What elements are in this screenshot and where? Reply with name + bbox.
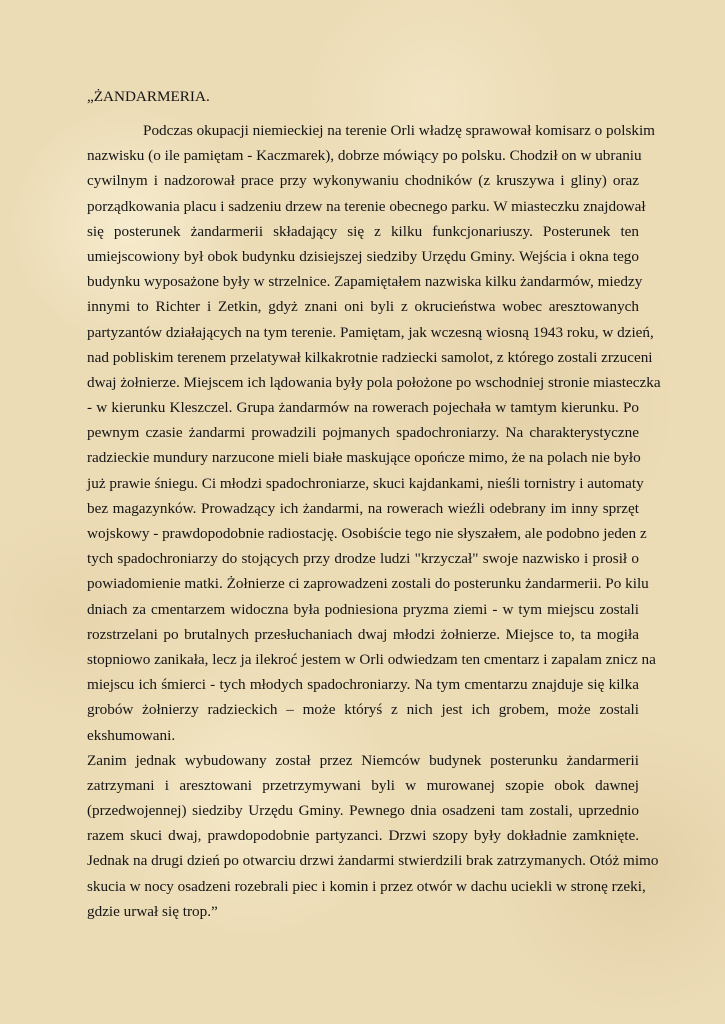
text-line: gdzie urwał się trop.” bbox=[87, 902, 218, 920]
text-line: się posterunek żandarmerii składający się z kilku funkcjonariuszy. Posterunek ten bbox=[87, 222, 639, 240]
text-line: bez magazynków. Prowadzący ich żandarmi, na rowerach wieźli odebrany im inny sprzęt bbox=[87, 499, 639, 517]
text-line: tych spadochroniarzy do stojących przy drodze ludzi "krzyczał" swoje nazwisko i prosił o bbox=[87, 550, 639, 568]
text-line: porządkowania placu i sadzeniu drzew na terenie obecnego parku. W miasteczku znajdował bbox=[87, 197, 646, 215]
text-line: Podczas okupacji niemieckiej na terenie Orli władzę sprawował komisarz o polskim bbox=[143, 122, 655, 139]
text-line: - w kierunku Kleszczel. Grupa żandarmów na rowerach pojechała w tamtym kierunku. Po bbox=[87, 399, 639, 417]
text-line: Jednak na drugi dzień po otwarciu drzwi żandarmi stwierdzili brak zatrzymanych. Otóż mimo bbox=[87, 852, 659, 870]
text-line: Zanim jednak wybudowany został przez Niemców budynek posterunku żandarmerii bbox=[87, 751, 639, 769]
text-line: radzieckie mundury narzucone mieli białe maskujące opończe mimo, że na polach nie było bbox=[87, 449, 641, 467]
text-line: cywilnym i nadzorował prace przy wykonywaniu chodników (z kruszywa i gliny) oraz bbox=[87, 172, 639, 190]
text-line: razem skuci dwaj, prawdopodobnie partyzanci. Drzwi szopy były dokładnie zamknięte. bbox=[87, 827, 639, 845]
document-body bbox=[87, 118, 661, 924]
text-line: innymi to Richter i Zetkin, gdyż znani oni byli z okrucieństwa wobec aresztowanych bbox=[87, 298, 639, 316]
text-line: ekshumowani. bbox=[87, 726, 176, 744]
text-line: rozstrzelani po brutalnych przesłuchaniach dwaj młodzi żołnierze. Miejsce to, ta mogiła bbox=[87, 625, 639, 643]
text-line: zatrzymani i aresztowani przetrzymywani byli w murowanej szopie obok dawnej bbox=[87, 776, 639, 794]
text-line: grobów żołnierzy radzieckich – może któryś z nich jest ich grobem, może zostali bbox=[87, 701, 639, 719]
text-line: nazwisku (o ile pamiętam - Kaczmarek), dobrze mówiący po polsku. Chodził on w ubraniu bbox=[87, 147, 642, 165]
text-line: dwaj żołnierze. Miejscem ich lądowania były pola położone po wschodniej stronie miasteczka bbox=[87, 373, 661, 391]
text-line: miejscu ich śmierci - tych młodych spadochroniarzy. Na tym cmentarzu znajduje się kilka bbox=[87, 676, 639, 694]
text-line: pewnym czasie żandarmi prowadzili pojmanych spadochroniarzy. Na charakterystyczne bbox=[87, 424, 639, 442]
text-line: powiadomienie matki. Żołnierze ci zaprowadzeni zostali do posterunku żandarmerii. Po kilu bbox=[87, 575, 649, 593]
text-line: dniach za cmentarzem widoczna była podniesiona pryzma ziemi - w tym miejscu zostali bbox=[87, 600, 639, 618]
text-line: umiejscowiony był obok budynku dzisiejszej siedziby Urzędu Gminy. Wejścia i okna tego bbox=[87, 247, 639, 265]
text-line: partyzantów działających na tym terenie. Pamiętam, jak wczesną wiosną 1943 roku, w dzień, bbox=[87, 323, 654, 341]
text-line: skucia w nocy osadzeni rozebrali piec i komin i przez otwór w dachu uciekli w stronę rzeki, bbox=[87, 877, 646, 895]
document-title: „ŻANDARMERIA. bbox=[87, 88, 210, 105]
text-line: stopniowo zanikała, lecz ja ilekroć jestem w Orli odwiedzam ten cmentarz i zapalam znicz na bbox=[87, 650, 656, 668]
text-line: wojskowy - prawdopodobnie radiostację. Osobiście tego nie słyszałem, ale podobno jeden z bbox=[87, 525, 647, 542]
text-line: nad pobliskim terenem przelatywał kilkakrotnie radziecki samolot, z którego zostali zrzuceni bbox=[87, 348, 653, 366]
text-line: już prawie śniegu. Ci młodzi spadochroniarze, skuci kajdankami, nieśli tornistry i automaty bbox=[87, 474, 644, 492]
text-line: (przedwojennej) siedziby Urzędu Gminy. Pewnego dnia osadzeni tam zostali, uprzednio bbox=[87, 802, 639, 820]
text-line: budynku wyposażone były w strzelnice. Zapamiętałem nazwiska kilku żandarmów, miedzy bbox=[87, 273, 643, 291]
